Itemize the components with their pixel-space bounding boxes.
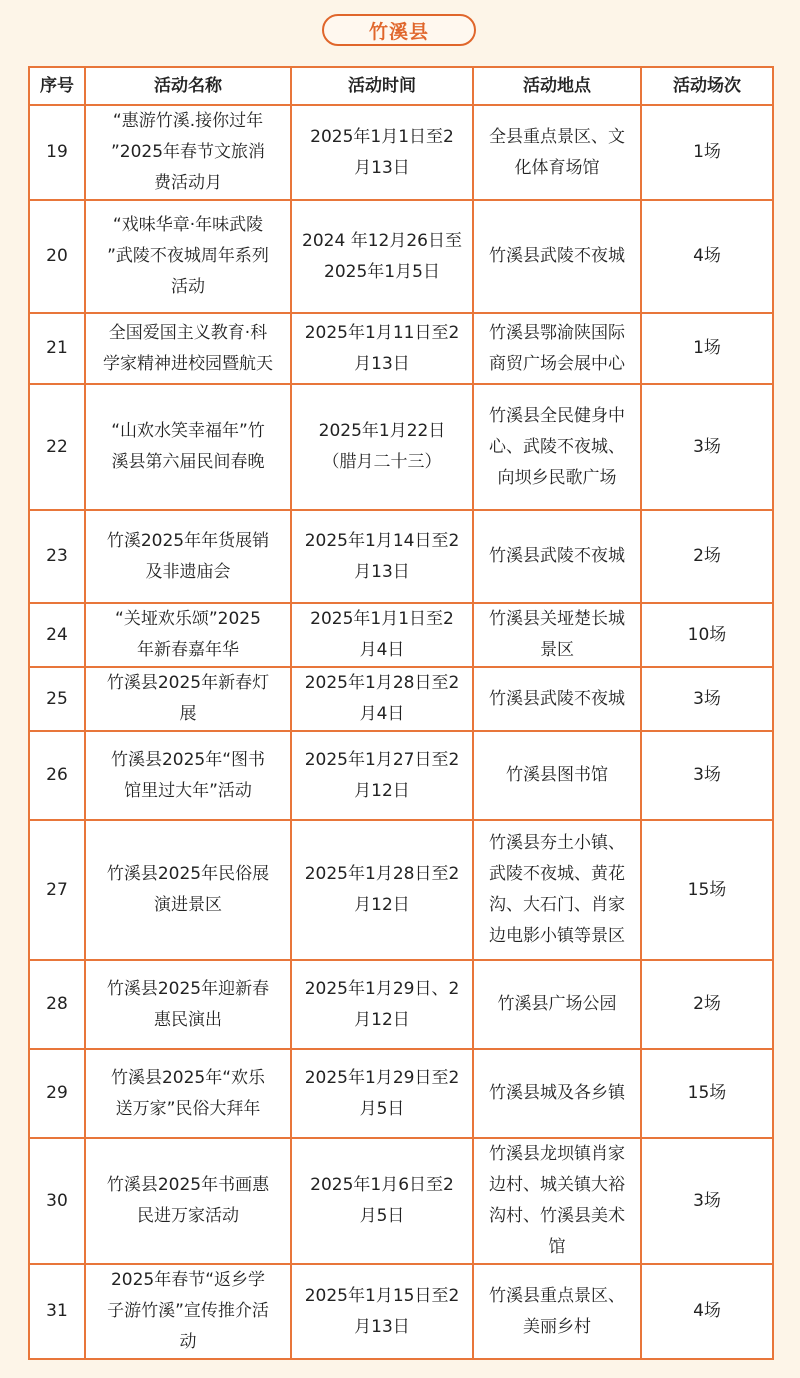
- table-row: [29, 1049, 773, 1138]
- cell-index-text: 22: [46, 436, 68, 457]
- cell-activity-place-text: 竹溪县广场公园: [497, 994, 617, 1014]
- cell-index-text: 20: [46, 246, 68, 266]
- cell-activity-name-text: 竹溪县2025年新春灯 展: [106, 673, 270, 724]
- table-row: [29, 384, 773, 510]
- cell-index-text: 21: [46, 338, 68, 358]
- cell-activity-time: [291, 731, 473, 820]
- cell-index: [29, 105, 85, 200]
- cell-index: [29, 960, 85, 1049]
- cell-activity-time-text: 2025年1月27日至2 月12日: [304, 749, 460, 801]
- cell-activity-time-text: 2025年1月15日至2 月13日: [304, 1285, 460, 1337]
- cell-activity-name-text: 竹溪县2025年迎新春 惠民演出: [106, 978, 270, 1030]
- cell-activity-time: [291, 960, 473, 1049]
- table-row: [29, 667, 773, 731]
- cell-activity-name: [85, 313, 291, 384]
- cell-activity-time-text: 2025年1月1日至2 月4日: [310, 609, 454, 660]
- cell-index: [29, 1264, 85, 1359]
- table-row: [29, 1138, 773, 1264]
- cell-activity-time: [291, 1049, 473, 1138]
- table-row: [29, 820, 773, 960]
- cell-activity-time-text: 2024 年12月26日至 2025年1月5日: [302, 230, 462, 282]
- cell-activity-time-text: 2025年1月29日至2 月5日: [304, 1067, 460, 1119]
- header-activity-name: 活动名称: [85, 67, 291, 105]
- cell-activity-name: [85, 1049, 291, 1138]
- cell-activity-time: [291, 384, 473, 510]
- cell-activity-time-text: 2025年1月29日、2 月12日: [304, 978, 460, 1030]
- cell-activity-place-text: 竹溪县关垭楚长城 景区: [489, 609, 625, 660]
- cell-activity-name: [85, 1264, 291, 1359]
- cell-activity-time: [291, 105, 473, 200]
- cell-activity-name: [85, 384, 291, 510]
- cell-index-text: 23: [46, 546, 68, 566]
- cell-activity-name: [85, 731, 291, 820]
- cell-index: [29, 820, 85, 960]
- cell-activity-name-text: 全国爱国主义教育·科 学家精神进校园暨航天: [103, 322, 273, 374]
- cell-activity-place: [473, 667, 641, 731]
- cell-activity-count-text: 15场: [687, 1083, 727, 1103]
- cell-index: [29, 200, 85, 313]
- header-index: 序号: [29, 67, 85, 105]
- cell-activity-name-text: 竹溪县2025年“欢乐 送万家”民俗大拜年: [110, 1067, 266, 1119]
- cell-activity-count-text: 2场: [693, 546, 721, 566]
- cell-activity-count-text: 10场: [687, 624, 727, 645]
- cell-activity-time-text: 2025年1月28日至2 月12日: [304, 864, 460, 915]
- cell-activity-place-text: 竹溪县武陵不夜城: [489, 546, 625, 566]
- cell-activity-place-text: 全县重点景区、文 化体育场馆: [489, 126, 625, 178]
- cell-activity-count: [641, 510, 773, 603]
- cell-activity-place-text: 竹溪县图书馆: [506, 765, 608, 785]
- cell-activity-time-text: 2025年1月28日至2 月4日: [304, 673, 460, 724]
- cell-index: [29, 731, 85, 820]
- cell-index-text: 27: [46, 879, 68, 900]
- cell-activity-place: [473, 1138, 641, 1264]
- cell-activity-count-text: 3场: [693, 765, 721, 785]
- table-row: [29, 313, 773, 384]
- cell-activity-place: [473, 820, 641, 960]
- cell-activity-place-text: 竹溪县夯土小镇、 武陵不夜城、黄花 沟、大石门、肖家 边电影小镇等景区: [489, 833, 625, 946]
- cell-activity-count: [641, 1049, 773, 1138]
- cell-activity-name-text: 竹溪县2025年民俗展 演进景区: [106, 864, 270, 915]
- cell-activity-place-text: 竹溪县重点景区、 美丽乡村: [489, 1285, 625, 1337]
- cell-activity-place: [473, 105, 641, 200]
- cell-activity-place: [473, 1049, 641, 1138]
- cell-activity-place-text: 竹溪县龙坝镇肖家 边村、城关镇大裕 沟村、竹溪县美术 馆: [489, 1144, 625, 1257]
- cell-index-text: 29: [46, 1083, 68, 1103]
- cell-activity-name-text: 竹溪2025年年货展销 及非遗庙会: [106, 530, 270, 582]
- cell-activity-name-text: “戏味华章·年味武陵 ”武陵不夜城周年系列 活动: [107, 215, 269, 297]
- cell-activity-place: [473, 1264, 641, 1359]
- page-title: 竹溪县: [322, 14, 476, 46]
- cell-index-text: 19: [46, 142, 68, 162]
- cell-activity-count-text: 1场: [693, 338, 721, 358]
- cell-activity-place: [473, 603, 641, 667]
- cell-index-text: 26: [46, 765, 68, 785]
- cell-activity-name-text: “山欢水笑幸福年”竹 溪县第六届民间春晚: [111, 421, 265, 472]
- cell-activity-count-text: 3场: [693, 688, 721, 709]
- cell-activity-name-text: 竹溪县2025年书画惠 民进万家活动: [106, 1175, 270, 1226]
- cell-activity-time-text: 2025年1月22日 （腊月二十三）: [318, 421, 446, 472]
- table-row: [29, 105, 773, 200]
- cell-activity-count: [641, 313, 773, 384]
- cell-index-text: 31: [46, 1301, 68, 1321]
- cell-activity-place: [473, 200, 641, 313]
- cell-activity-count-text: 1场: [693, 142, 721, 162]
- cell-activity-count: [641, 1264, 773, 1359]
- cell-activity-name-text: “惠游竹溪.接你过年 ”2025年春节文旅消 费活动月: [110, 111, 266, 193]
- cell-activity-time: [291, 667, 473, 731]
- cell-activity-place: [473, 384, 641, 510]
- cell-activity-time: [291, 820, 473, 960]
- header-activity-time: 活动时间: [291, 67, 473, 105]
- table-header-row: [29, 67, 773, 105]
- cell-activity-count: [641, 200, 773, 313]
- cell-activity-name: [85, 1138, 291, 1264]
- cell-activity-place: [473, 313, 641, 384]
- cell-activity-time: [291, 510, 473, 603]
- cell-activity-place-text: 竹溪县城及各乡镇: [489, 1083, 625, 1103]
- cell-index-text: 25: [46, 688, 68, 709]
- cell-activity-place: [473, 731, 641, 820]
- table-row: [29, 510, 773, 603]
- cell-activity-place: [473, 510, 641, 603]
- cell-activity-count: [641, 105, 773, 200]
- cell-activity-time-text: 2025年1月14日至2 月13日: [304, 530, 460, 582]
- cell-activity-count: [641, 667, 773, 731]
- table-row: [29, 960, 773, 1049]
- cell-activity-count: [641, 1138, 773, 1264]
- cell-activity-count-text: 3场: [693, 1190, 721, 1211]
- table-row: [29, 1264, 773, 1359]
- cell-activity-count-text: 4场: [693, 1301, 721, 1321]
- cell-activity-name-text: “关垭欢乐颂”2025 年新春嘉年华: [115, 609, 261, 660]
- cell-activity-time: [291, 603, 473, 667]
- cell-activity-place: [473, 960, 641, 1049]
- cell-index: [29, 1138, 85, 1264]
- header-activity-place: 活动地点: [473, 67, 641, 105]
- cell-activity-time-text: 2025年1月11日至2 月13日: [304, 322, 460, 374]
- cell-activity-count: [641, 960, 773, 1049]
- activity-table: [28, 66, 774, 1360]
- cell-activity-name: [85, 667, 291, 731]
- cell-activity-name: [85, 200, 291, 313]
- cell-index: [29, 510, 85, 603]
- cell-activity-name-text: 竹溪县2025年“图书 馆里过大年”活动: [110, 749, 266, 801]
- cell-activity-count: [641, 384, 773, 510]
- cell-activity-count-text: 2场: [693, 994, 721, 1014]
- cell-index-text: 24: [46, 624, 68, 645]
- table-row: [29, 200, 773, 313]
- cell-activity-count-text: 4场: [693, 246, 721, 266]
- cell-activity-count: [641, 603, 773, 667]
- cell-activity-name: [85, 603, 291, 667]
- cell-activity-count-text: 15场: [687, 879, 727, 900]
- cell-index-text: 28: [46, 994, 68, 1014]
- cell-activity-place-text: 竹溪县全民健身中 心、武陵不夜城、 向坝乡民歌广场: [489, 405, 625, 488]
- cell-activity-name: [85, 820, 291, 960]
- cell-activity-name: [85, 960, 291, 1049]
- cell-index: [29, 603, 85, 667]
- cell-activity-time: [291, 200, 473, 313]
- cell-index-text: 30: [46, 1190, 68, 1211]
- cell-index: [29, 667, 85, 731]
- cell-index: [29, 1049, 85, 1138]
- cell-index: [29, 384, 85, 510]
- cell-activity-time-text: 2025年1月6日至2 月5日: [310, 1175, 454, 1226]
- cell-activity-count: [641, 820, 773, 960]
- cell-activity-time: [291, 1264, 473, 1359]
- cell-activity-time: [291, 313, 473, 384]
- cell-activity-count: [641, 731, 773, 820]
- header-activity-count: 活动场次: [641, 67, 773, 105]
- cell-activity-time: [291, 1138, 473, 1264]
- cell-activity-name-text: 2025年春节“返乡学 子游竹溪”宣传推介活 动: [107, 1270, 269, 1352]
- cell-activity-name: [85, 105, 291, 200]
- cell-activity-name: [85, 510, 291, 603]
- table-row: [29, 603, 773, 667]
- cell-activity-time-text: 2025年1月1日至2 月13日: [310, 126, 454, 178]
- cell-index: [29, 313, 85, 384]
- table-row: [29, 731, 773, 820]
- cell-activity-count-text: 3场: [693, 436, 721, 457]
- cell-activity-place-text: 竹溪县武陵不夜城: [489, 246, 625, 266]
- cell-activity-place-text: 竹溪县鄂渝陕国际 商贸广场会展中心: [489, 322, 625, 374]
- cell-activity-place-text: 竹溪县武陵不夜城: [489, 688, 625, 709]
